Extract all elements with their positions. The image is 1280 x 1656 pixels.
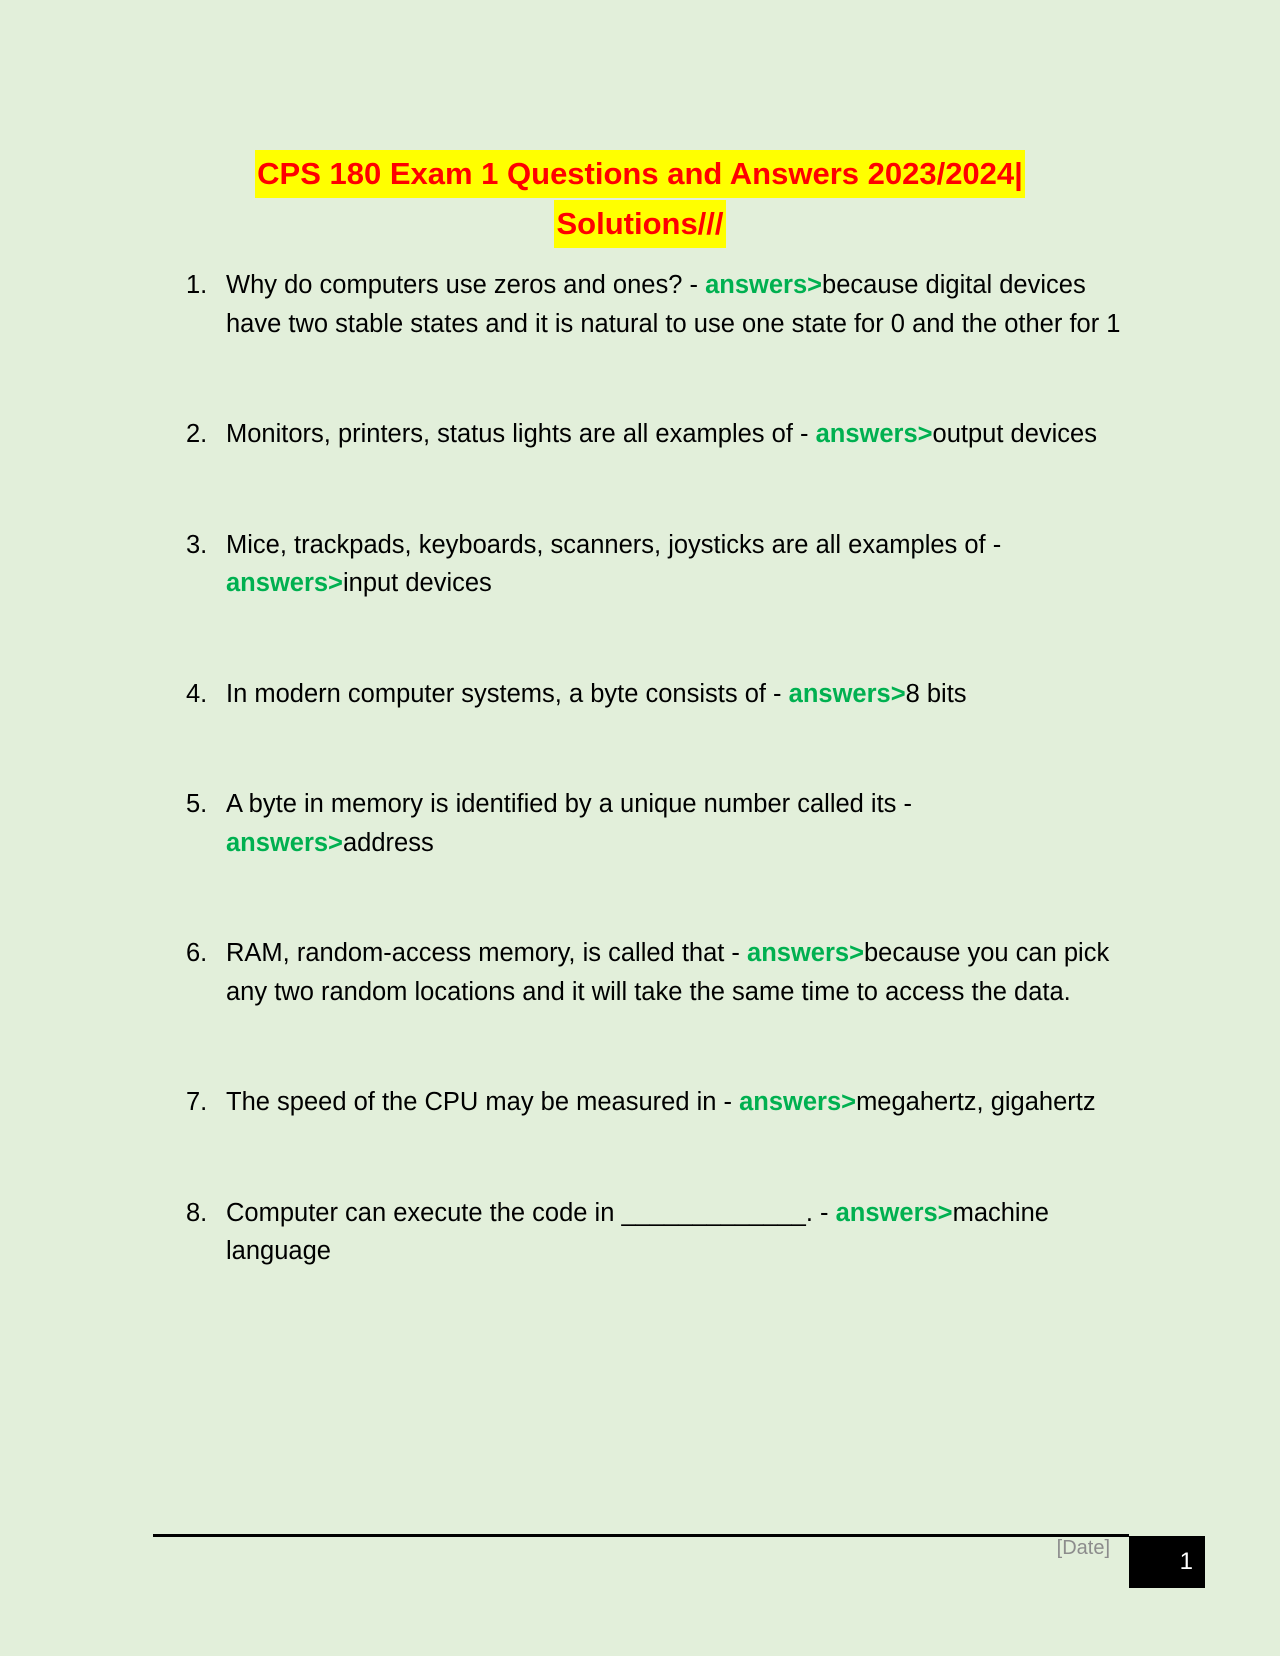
- answer-text: 8 bits: [905, 679, 967, 708]
- answer-text: because digital devices have two stable states and it is natural to use one state for 0 and the other for 1: [226, 271, 1121, 338]
- answer-text: output devices: [932, 420, 1097, 448]
- answer-text: because you can pick any two random locations and it will take the same time to access the data.: [226, 939, 1110, 1006]
- question-item-7: [186, 1083, 1126, 1122]
- answer-label: answers>: [835, 1198, 953, 1227]
- question-text: Mice, trackpads, keyboards, scanners, joysticks are all examples of -: [226, 530, 1002, 559]
- answer-text: address: [342, 828, 434, 857]
- page-number: 1: [1129, 1536, 1205, 1588]
- answer-label: answers>: [747, 939, 864, 967]
- question-number: 3.: [186, 530, 208, 559]
- question-number: 7.: [186, 1088, 208, 1116]
- answer-text: megahertz, gigahertz: [856, 1088, 1096, 1116]
- footer-date: [Date]: [1056, 1537, 1110, 1559]
- answer-label: answers>: [226, 569, 343, 597]
- question-number: 5.: [186, 790, 208, 818]
- question-item-1: [186, 266, 1126, 343]
- question-item-5: [186, 785, 1126, 862]
- question-text: Computer can execute the code in _____________. -: [226, 1198, 836, 1227]
- answer-label: answers>: [226, 828, 343, 857]
- question-item-6: [186, 934, 1126, 1011]
- title-line-2: Solutions///: [554, 200, 725, 248]
- question-text: RAM, random-access memory, is called that -: [226, 939, 748, 967]
- question-text: In modern computer systems, a byte consists of -: [226, 679, 789, 708]
- answer-text: machine language: [226, 1198, 1049, 1265]
- question-number: 2.: [186, 420, 208, 448]
- question-list: [186, 266, 1126, 1343]
- document-title: [0, 150, 1280, 248]
- question-number: 8.: [186, 1198, 208, 1227]
- question-item-4: [186, 675, 1126, 714]
- footer-divider: [153, 1534, 1129, 1537]
- answer-label: answers>: [815, 420, 933, 448]
- question-item-8: [186, 1194, 1126, 1271]
- question-item-3: [186, 526, 1126, 603]
- question-text: A byte in memory is identified by a unique number called its -: [226, 790, 913, 818]
- answer-label: answers>: [705, 271, 823, 299]
- question-number: 1.: [186, 271, 208, 299]
- question-number: 4.: [186, 679, 208, 708]
- question-item-2: [186, 415, 1126, 454]
- answer-text: input devices: [342, 569, 492, 597]
- answer-label: answers>: [788, 679, 906, 708]
- question-text: Monitors, printers, status lights are all examples of -: [226, 420, 816, 448]
- answer-label: answers>: [739, 1088, 857, 1116]
- question-text: Why do computers use zeros and ones? -: [226, 271, 706, 299]
- question-text: The speed of the CPU may be measured in -: [226, 1088, 740, 1116]
- question-number: 6.: [186, 939, 208, 967]
- title-line-1: CPS 180 Exam 1 Questions and Answers 2023/2024|: [255, 150, 1025, 198]
